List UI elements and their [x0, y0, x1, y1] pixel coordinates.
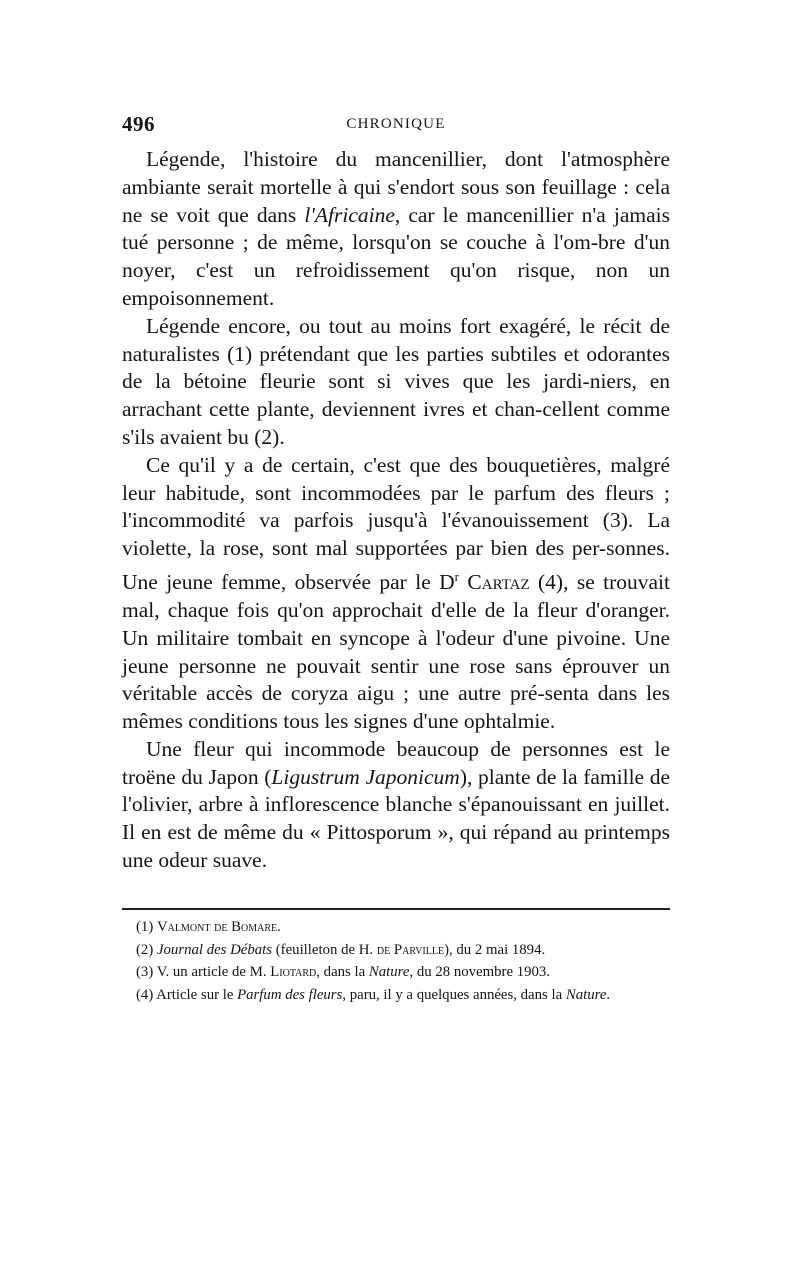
paragraph-3-superscript: r: [454, 568, 459, 584]
footnote-3-text-a: V. un article de M.: [156, 964, 271, 981]
paragraph-1-text-a: Légende, l'histoire du mancenillier, dont l'atmosphère ambiante serait mortelle à qui s'endort sous son feuillage : cela ne se voit que dans: [122, 147, 670, 227]
paragraph-4-italic: Ligustrum Japonicum: [271, 764, 460, 789]
footnote-3-text-c: , du 28 novembre 1903.: [409, 964, 551, 981]
footnote-2-author: de Parville: [376, 941, 445, 958]
footnote-3-text-b: , dans la: [316, 964, 369, 981]
footnote-2-text-b: ), du 2 mai 1894.: [444, 941, 546, 958]
footnote-1-end: .: [277, 919, 281, 935]
footnote-3-journal: Nature: [368, 964, 410, 981]
footnote-4-journal: Nature: [565, 986, 607, 1003]
footnote-4-number: (4): [136, 986, 154, 1003]
footnotes: [122, 916, 670, 1006]
footnote-4-title: Parfum des fleurs: [237, 986, 343, 1003]
footnote-rule: [122, 908, 670, 910]
paragraph-4-text-a: Une fleur qui incommode beaucoup de personnes est le troëne du Japon (: [122, 736, 670, 789]
footnote-1: [122, 916, 670, 939]
footnote-4: [122, 984, 670, 1007]
footnote-2: [122, 939, 670, 962]
footnote-4-text-a: Article sur le: [156, 986, 238, 1003]
footnote-2-number: (2): [136, 941, 154, 958]
paragraph-3-text-a: Ce qu'il y a de certain, c'est que des bouquetières, malgré leur habitude, sont incommodées par le parfum des fleurs ; l'incommodité va parfois jusqu'à l'évanouissement (3). La violette, la rose, sont mal supportées par bien des per-sonnes. Une jeune femme, observée par le D: [122, 452, 670, 595]
footnote-4-text-b: , paru, il y a quelques années, dans la: [342, 986, 566, 1003]
page-number: 496: [122, 112, 155, 136]
footnote-2-text-a: (feuilleton de H.: [275, 941, 377, 958]
paragraph-1-italic: l'Africaine: [304, 202, 395, 227]
footnote-2-journal: Journal des Débats: [156, 941, 273, 958]
footnote-3-author: Liotard: [270, 964, 317, 981]
paragraph-4: [122, 736, 670, 875]
paragraph-1: [122, 146, 670, 313]
footnote-1-author: Valmont de Bomare: [156, 919, 278, 935]
running-title: CHRONIQUE: [346, 116, 446, 132]
footnote-3: [122, 961, 670, 984]
paragraph-3-text-b: (4), se trouvait mal, chaque fois qu'on approchait d'elle de la fleur d'oranger. Un militaire tombait en syncope à l'odeur d'une pivoine. Une jeune personne ne pouvait sentir une rose sans éprouver un véritable accès de coryza aigu ; une autre pré-senta dans les mêmes conditions tous les signes d'une ophtalmie.: [122, 570, 671, 734]
footnote-3-number: (3): [136, 964, 154, 981]
footnote-4-text-c: .: [606, 986, 611, 1003]
paragraph-2: Légende encore, ou tout au moins fort exagéré, le récit de naturalistes (1) prétendant que les parties subtiles et odorantes de la bétoine fleurie sont si vives que les jardi-niers, en arrachant cette plante, deviennent ivres et chan-cellent comme s'ils avaient bu (2).: [122, 313, 670, 449]
paragraph-3: [122, 452, 670, 736]
page-header: [122, 112, 670, 142]
paragraph-1-text-b: , car le mancenillier n'a jamais tué personne ; de même, lorsqu'on se couche à l'om-bre d'un noyer, c'est un refroidissement qu'on risque, non un empoisonnement.: [122, 202, 670, 310]
paragraph-3-smallcaps: Cartaz: [467, 570, 530, 595]
paragraph-4-text-b: ), plante de la famille de l'olivier, arbre à inflorescence blanche s'épanouissant en juillet. Il en est de même du « Pittosporum », qui répand au printemps une odeur suave.: [122, 764, 671, 873]
body-text: [122, 146, 670, 875]
footnote-1-number: (1): [136, 919, 154, 935]
